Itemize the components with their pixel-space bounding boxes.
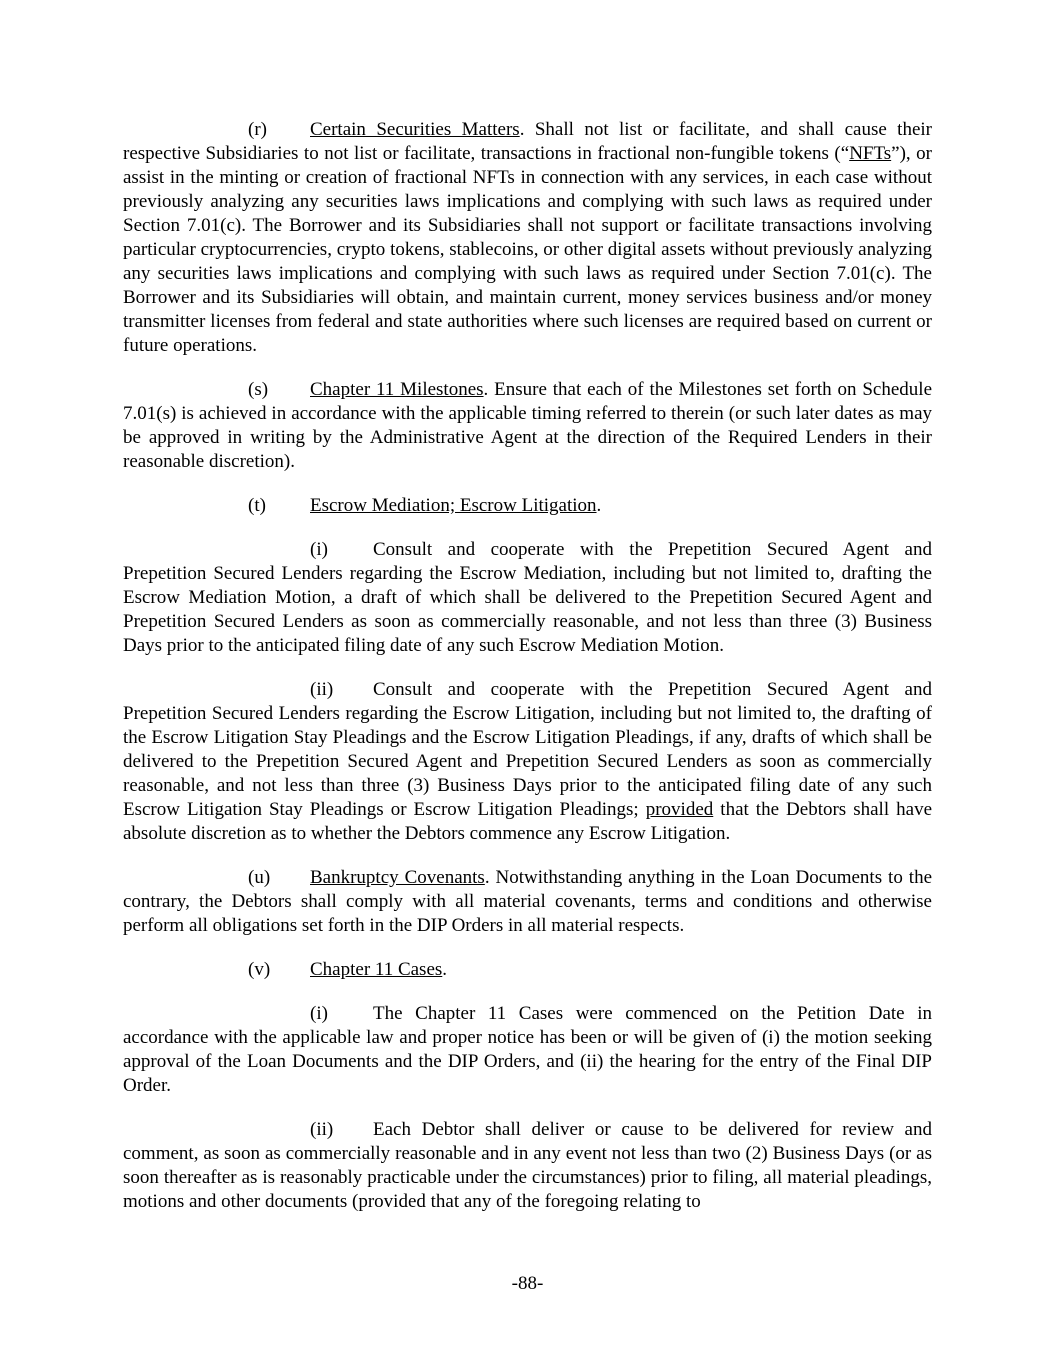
text-run: . Shall not list or facilitate, and shall cause their respective Subsidiaries to not list or facilitate, transactions in fractional non-fungible tokens (“ — [123, 119, 932, 164]
paragraph-r — [123, 118, 932, 358]
text-run: that the Debtors shall have absolute discretion as to whether the Debtors commence any Escrow Litigation. — [123, 799, 933, 844]
paragraph-label: (v) — [248, 959, 271, 980]
underlined-text: Certain Securities Matters — [310, 119, 520, 140]
text-run: . — [442, 959, 448, 980]
text-run: Consult and cooperate with the Prepetition Secured Agent and Prepetition Secured Lenders regarding the Escrow Litigation, including but not limited to, the drafting of the Escrow Litigation Stay Pleadings and the Escrow Litigation Pleadings, if any, drafts of which shall be delivered to the Prepetition Secured Agent and Prepetition Secured Lenders as soon as commercially reasonable, and not less than three (3) Business Days prior to the anticipated filing date of any such Escrow Litigation Stay Pleadings or Escrow Litigation Pleadings; — [123, 679, 932, 820]
underlined-text: Bankruptcy Covenants — [310, 867, 485, 888]
paragraph-label: (i) — [310, 539, 328, 560]
paragraph-label: (s) — [248, 379, 269, 400]
paragraph-label: (u) — [248, 867, 271, 888]
paragraph-v-i — [123, 1002, 932, 1098]
underlined-text: Chapter 11 Milestones — [310, 379, 484, 400]
underlined-text: Chapter 11 Cases — [310, 959, 443, 980]
document-content — [123, 118, 932, 1234]
text-run: Each Debtor shall deliver or cause to be delivered for review and comment, as soon as commercially reasonable and in any event not less than two (2) Business Days (or as soon thereafter as is reasonably practicable under the circumstances) prior to filing, all material pleadings, motions and other documents (provided that any of the foregoing relating to — [123, 1119, 932, 1212]
text-run: The Chapter 11 Cases were commenced on the Petition Date in accordance with the applicable law and proper notice has been or will be given of (i) the motion seeking approval of the Loan Documents and the DIP Orders, and (ii) the hearing for the entry of the Final DIP Order. — [123, 1003, 932, 1096]
paragraph-t — [123, 494, 932, 518]
paragraph-label: (t) — [248, 495, 266, 516]
text-run: . — [596, 495, 602, 516]
text-run: . Notwithstanding anything in the Loan Documents to the contrary, the Debtors shall comply with all material covenants, terms and conditions and otherwise perform all obligations set forth in the DIP Orders in all material respects. — [123, 867, 933, 936]
paragraph-u — [123, 866, 932, 938]
paragraph-label: (r) — [248, 119, 267, 140]
paragraph-s — [123, 378, 932, 474]
paragraph-t-i — [123, 538, 932, 658]
paragraph-label: (ii) — [310, 679, 334, 700]
paragraph-v — [123, 958, 932, 982]
text-run: Consult and cooperate with the Prepetition Secured Agent and Prepetition Secured Lenders regarding the Escrow Mediation, including but not limited to, drafting the Escrow Mediation Motion, a draft of which shall be delivered to the Prepetition Secured Agent and Prepetition Secured Lenders as soon as commercially reasonable, and not less than three (3) Business Days prior to the anticipated filing date of any such Escrow Mediation Motion. — [123, 539, 932, 656]
underlined-text: Escrow Mediation; Escrow Litigation — [310, 495, 597, 516]
text-run: . Ensure that each of the Milestones set forth on Schedule 7.01(s) is achieved in accordance with the applicable timing referred to therein (or such later dates as may be approved in writing by the Administrative Agent at the direction of the Required Lenders in their reasonable discretion). — [123, 379, 932, 472]
underlined-text: NFTs — [849, 143, 892, 164]
paragraph-v-ii — [123, 1118, 932, 1214]
paragraph-label: (ii) — [310, 1119, 334, 1140]
underlined-text: provided — [645, 799, 714, 820]
page-number: -88- — [511, 1273, 544, 1294]
paragraph-label: (i) — [310, 1003, 328, 1024]
paragraph-t-ii — [123, 678, 932, 846]
text-run: ”), or assist in the minting or creation of fractional NFTs in connection with any services, in each case without previously analyzing any securities laws implications and complying with such laws as required under Section 7.01(c). The Borrower and its Subsidiaries shall not support or facilitate transactions involving particular cryptocurrencies, crypto tokens, stablecoins, or other digital assets without previously analyzing any securities laws implications and complying with such laws as required under Section 7.01(c). The Borrower and its Subsidiaries will obtain, and maintain current, money services business and/or money transmitter licenses from federal and state authorities where such licenses are required based on current or future operations. — [123, 143, 933, 356]
